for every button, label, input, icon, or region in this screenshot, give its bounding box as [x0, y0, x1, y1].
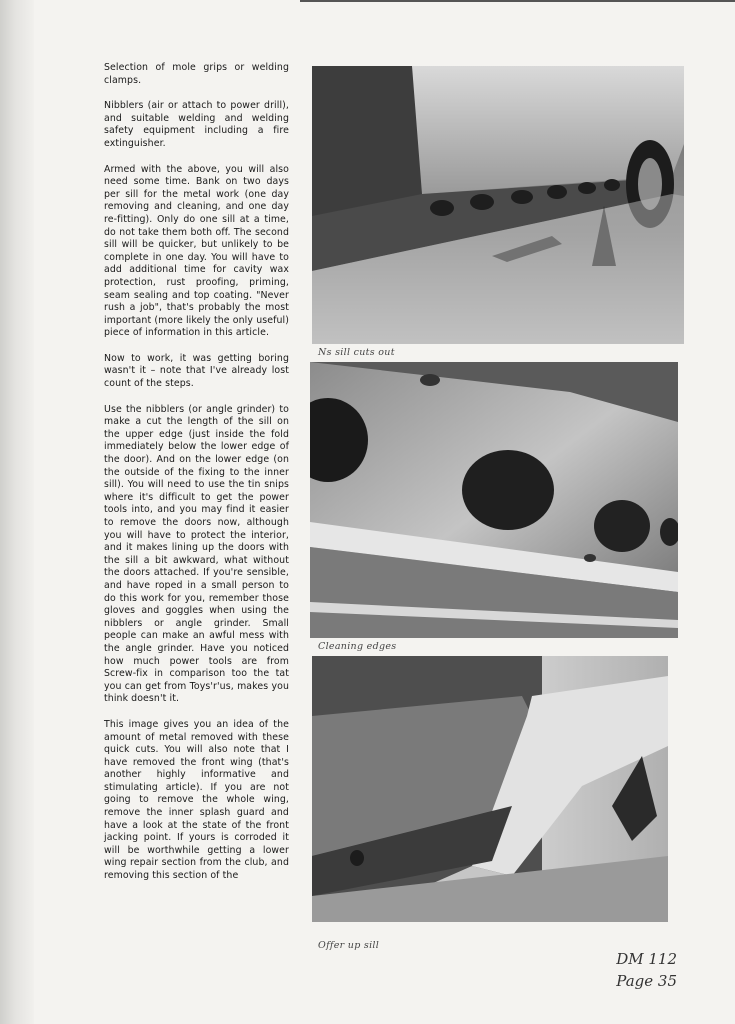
photo-sill-cuts-out: [312, 66, 684, 344]
caption-offer-up-sill: Offer up sill: [318, 940, 380, 951]
paragraph-tools-nibblers: Nibblers (air or attach to power drill), and suitable welding and welding safety equipment including a fire extinguisher.: [104, 100, 289, 149]
paragraph-time: Armed with the above, you will also need some time. Bank on two days per sill for the metal work (one day removing and cleaning, and one day re-fitting). Only do one sill at a time, do not take them both off. The second sill will be quicker, but unlikely to be complete in one day. You will have to add additional time for cavity wax protection, rust proofing, priming, seam sealing and top coating. "Never rush a job", that's probably the most important (more likely the only useful) piece of information in this article.: [104, 163, 289, 339]
paragraph-image-idea: This image gives you an idea of the amount of metal removed with these quick cuts. You will also note that I have removed the front wing (that's another highly informative and stimulating article). If you are not going to remove the whole wing, remove the inner splash guard and have a look at the state of the front jacking point. If yours is corroded it will be worthwhile getting a lower wing repair section from the club, and removing this section of the: [104, 718, 289, 882]
photo-cleaning-edges: [310, 362, 678, 638]
photo-offer-up-sill: [312, 656, 668, 922]
paragraph-nibblers-cut: Use the nibblers (or angle grinder) to make a cut the length of the sill on the upper edge (just inside the fold immediately below the lower edge of the door). And on the lower edge (on the outside of the fixing to the inner sill). You will need to use the tin snips where it's difficult to get the power tools into, and you may find it easier to remove the doors now, although you will have to protect the interior, and it makes lining up the doors with the sill a bit awkward, what without the doors attached. If you're sensible, and have roped in a small person to do this work for you, remember those gloves and goggles when using the nibblers or angle grinder. Small people can make an awful mess with the angle grinder. Have you noticed how much power tools are from Screw-fix in comparison too the tat you can get from Toys'r'us, makes you think doesn't it.: [104, 403, 289, 705]
caption-cleaning-edges: Cleaning edges: [318, 641, 397, 652]
paragraph-tools-grips: Selection of mole grips or welding clamps.: [104, 62, 289, 86]
page-number: Page 35: [616, 972, 677, 990]
top-rule: [300, 0, 735, 2]
magazine-issue: DM 112: [616, 950, 677, 968]
caption-sill-cuts-out: Ns sill cuts out: [318, 347, 395, 358]
page-binding-shadow: [0, 0, 34, 1024]
article-column: [104, 62, 289, 896]
paragraph-now-to-work: Now to work, it was getting boring wasn't it – note that I've already lost count of the steps.: [104, 352, 289, 390]
